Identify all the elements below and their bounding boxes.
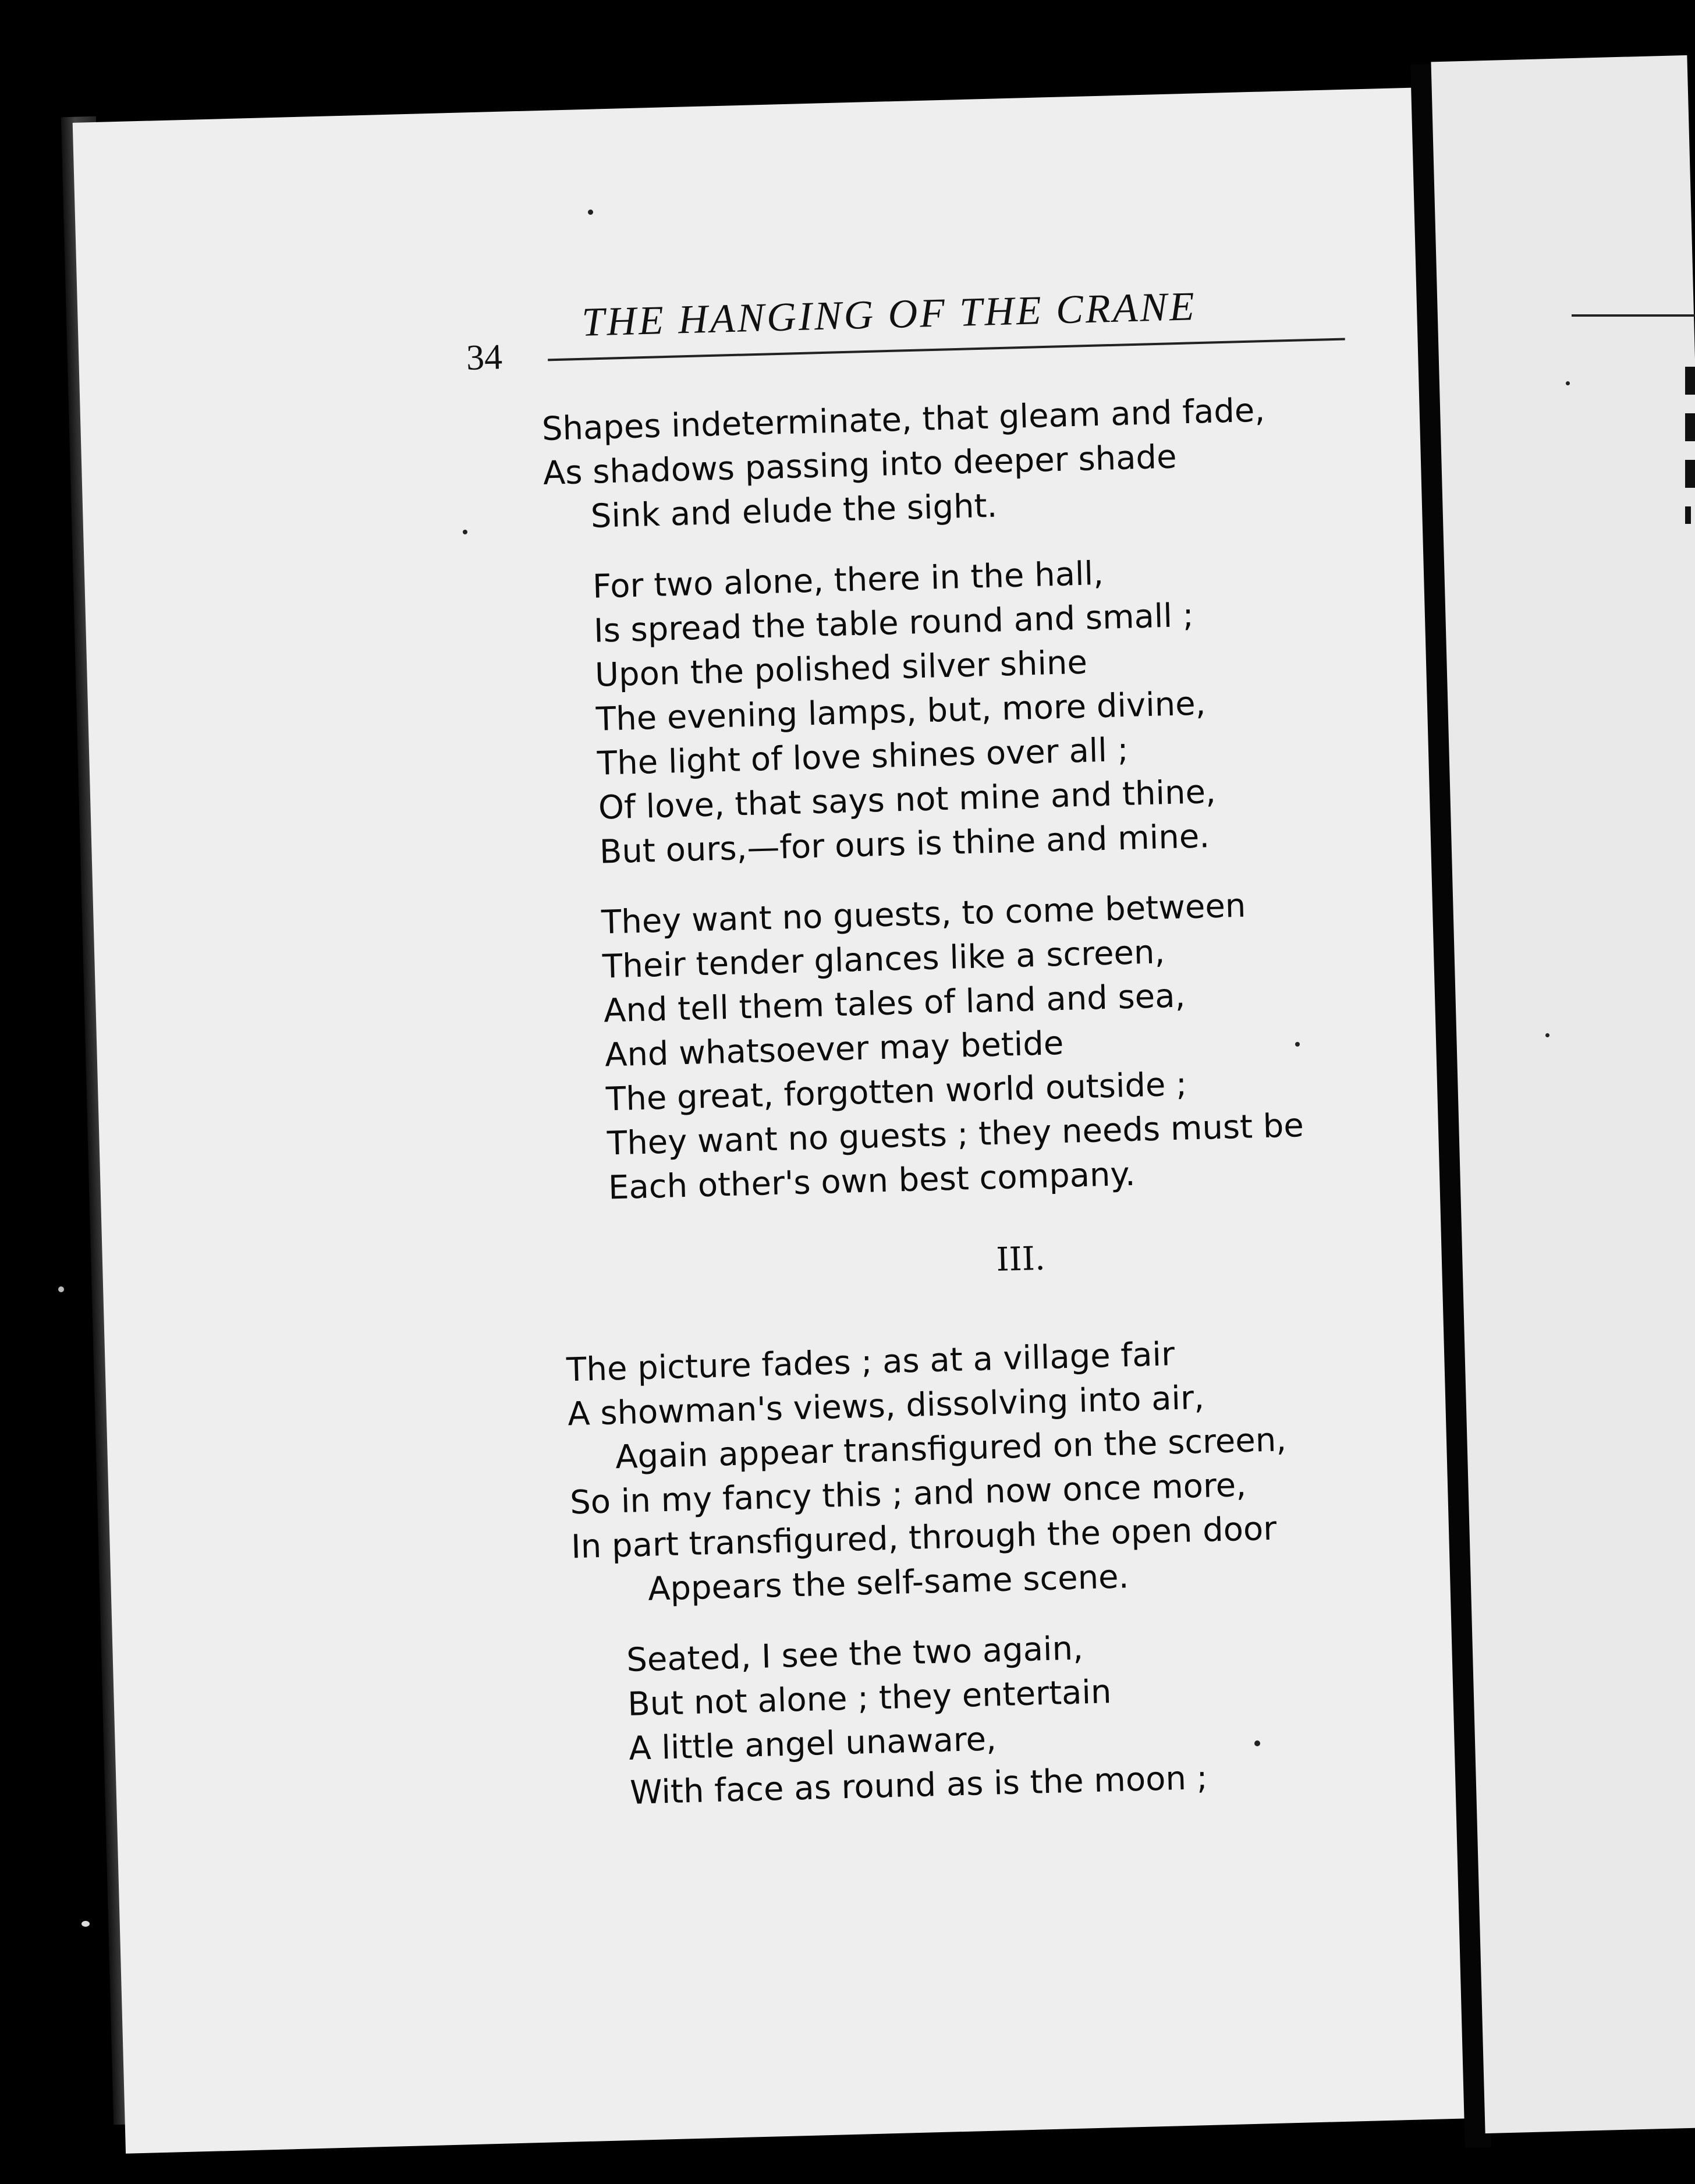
poem-line: The light of love shines over all ;: [597, 731, 1129, 783]
scan-speck: [463, 530, 467, 534]
poem-line: With face as round as is the moon ;: [629, 1758, 1208, 1812]
right-page-cut-glyph: [1685, 506, 1691, 524]
poem-line: Seated, I see the two again,: [626, 1629, 1084, 1679]
scan-speck: [1545, 1033, 1549, 1037]
scan-speck: [81, 1921, 90, 1927]
section-number: III.: [995, 1239, 1046, 1279]
stanza: [554, 880, 1412, 1211]
stanza: [541, 385, 1394, 540]
poem-line: The picture fades ; as at a village fair: [566, 1335, 1175, 1389]
poem-line: They want no guests, to come between: [601, 887, 1247, 942]
poem-line: The evening lamps, but, more divine,: [595, 685, 1207, 739]
poem-line: And tell them tales of land and sea,: [603, 977, 1186, 1030]
scan-speck: [1254, 1740, 1260, 1746]
poem-line: Of love, that says not mine and thine,: [598, 772, 1217, 827]
right-page-cut-glyph: [1685, 460, 1695, 488]
stanza: [573, 1618, 1427, 1817]
poem-line: Their tender glances like a screen,: [602, 933, 1165, 986]
running-head-title: THE HANGING OF THE CRANE: [581, 284, 1197, 345]
poem-line: Sink and elude the sight.: [590, 487, 998, 536]
poem-line: They want no guests ; they needs must be: [607, 1107, 1304, 1163]
poem-line: Again appear transfigured on the screen,: [615, 1421, 1287, 1477]
poem-line: A little angel unaware,: [628, 1720, 997, 1768]
poem-line: Shapes indeterminate, that gleam and fade,: [541, 391, 1265, 448]
poem-line: So in my fancy this ; and now once more,: [569, 1466, 1247, 1522]
poem-line: In part transfigured, through the open door: [570, 1509, 1278, 1566]
right-page-cut-glyph: [1685, 367, 1695, 395]
page-number: 34: [466, 337, 503, 378]
scan-speck: [1295, 1042, 1300, 1047]
scan-speck: [58, 1286, 64, 1292]
right-page-cut-glyph: [1685, 413, 1695, 441]
scan-speck: [1566, 381, 1570, 385]
poem-line: The great, forgotten world outside ;: [605, 1065, 1187, 1119]
scan-speck: [588, 210, 593, 215]
poem-line: Is spread the table round and small ;: [593, 596, 1194, 650]
poem-line: But ours,—for ours is thine and mine.: [599, 817, 1210, 871]
stanza: [566, 1326, 1422, 1614]
poem-line: Appears the self-same scene.: [647, 1558, 1130, 1608]
poem-text: [541, 385, 1428, 1843]
right-page-header-rule: [1572, 314, 1695, 317]
poem-line: For two alone, there in the hall,: [592, 554, 1104, 606]
poem-line: A showman's views, dissolving into air,: [567, 1378, 1205, 1434]
poem-line: As shadows passing into deeper shade: [542, 438, 1178, 492]
poem-line: And whatsoever may betide: [604, 1024, 1065, 1075]
poem-line: Each other's own best company.: [608, 1155, 1136, 1207]
poem-line: But not alone ; they entertain: [627, 1673, 1112, 1724]
stanza: [545, 544, 1403, 876]
poem-line: Upon the polished silver shine: [594, 643, 1088, 694]
